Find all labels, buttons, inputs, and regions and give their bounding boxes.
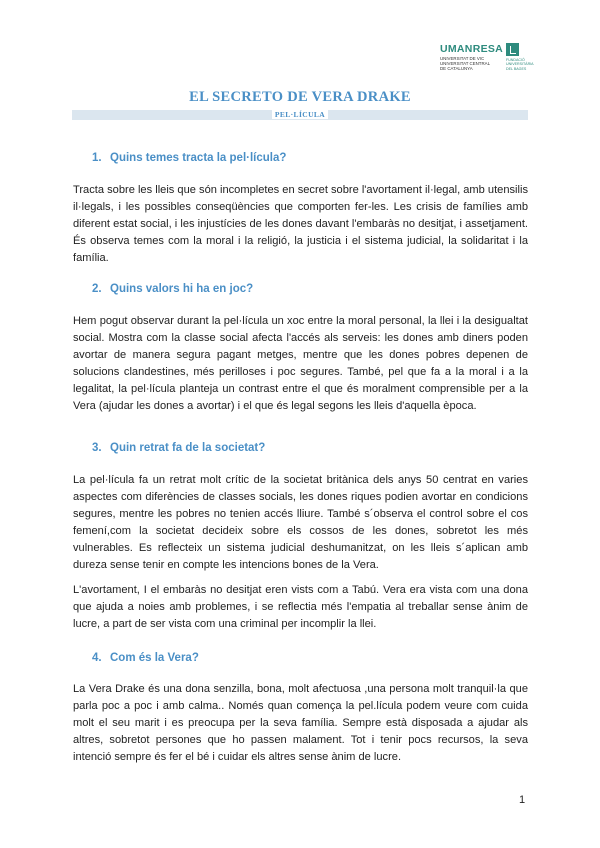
logo-wordmark: UMANRESA: [440, 43, 504, 55]
logo-side-line: DEL BAGES: [506, 66, 527, 71]
logo-subtitle-line: UNIVERSITAT DE VIC: [440, 56, 485, 61]
section-heading-4: [92, 652, 199, 664]
logo-side-text: [506, 58, 540, 71]
section-heading-2: [92, 283, 253, 295]
section-paragraph: La Vera Drake és una dona senzilla, bona, molt afectuosa ,una persona molt tranquil·la que parla poc a poc i amb calma.. Només quan comença la pel.lícula podem veure com cuida molt el seu marit i es preocupa per la seva família. Sempre està disposada a ajudar als altres, sobretot persones que ho passen malament. Tot i tenir pocs recursos, la seva intenció sempre és fer el bé i cuidar els altres sense ànim de lucre.: [73, 683, 528, 764]
subtitle-bar: [72, 110, 528, 120]
section-number: 3.: [92, 442, 102, 454]
logo-side-line: FUNDACIÓ: [506, 58, 525, 62]
logo-side-line: UNIVERSITÀRIA: [506, 62, 534, 67]
section-number: 2.: [92, 283, 102, 295]
logo-subtitle: [440, 56, 498, 71]
section-paragraph: L'avortament, I el embaràs no desitjat eren vists com a Tabú. Vera era vista com una dona que ajuda a noies amb problemes, i se reflectia més l'empatia al treballar sense ànim de lucre, a part de ser vista com una criminal per incomplir la llei.: [73, 584, 528, 631]
section-number: 1.: [92, 152, 102, 164]
section-paragraph: La pel·lícula fa un retrat molt crític de la societat britànica dels anys 50 centrat en varies aspectes com diferències de classes socials, les dones riques podien avortar en condicions segures, mentre les pobres no tenien accés lliure. També s´observa el control sobre el cos femení,com la societat decideix sobre els cossos de les dones, sobretot les més vulnerables. Es reflecteix un sistema judicial deshumanitzat, on les lleis s´aplican amb dureza sense tenir en compte les intencions bones de la Vera.: [73, 474, 528, 572]
logo-subtitle-line: DE CATALUNYA: [440, 66, 473, 71]
section-heading-text: Quins valors hi ha en joc?: [110, 283, 254, 295]
section-number: 4.: [92, 652, 102, 664]
section-paragraph: Hem pogut observar durant la pel·lícula un xoc entre la moral personal, la llei i la desigualtat social. Mostra com la classe social afecta l'accés als serveis: les dones amb diners poden avortar de manera segura pagant metges, mentre que les dones pobres depenen de solucions clandestines, més perilloses i poc segures. També, pel que fa a la moral i a la legalitat, la pel·lícula planteja un contrast entre el que és moralment comprensible per a la Vera (ajudar les dones a avortar) i el que és legal segons les lleis d'aquella època.: [73, 315, 528, 413]
section-heading-text: Quins temes tracta la pel·lícula?: [110, 152, 287, 164]
section-heading-3: [92, 442, 265, 454]
document-title: EL SECRETO DE VERA DRAKE: [189, 89, 411, 105]
logo-subtitle-line: UNIVERSITAT CENTRAL: [440, 61, 491, 66]
document-subtitle: [72, 110, 528, 120]
section-heading-1: [92, 152, 286, 164]
section-paragraph: Tracta sobre les lleis que són incompletes en secret sobre l'avortament il·legal, amb utensilis il·legals, i les possibles conseqüències que comporten fer-les. Les crisis de famílies amb diferent estat social, i les injustícies de les dones davant l'embaràs no desitjat, i assetjament. És observa temes com la moral i la religió, la justicia i el sistema judicial, la solidaritat i la família.: [73, 184, 528, 265]
page-number: 1: [519, 794, 526, 806]
university-logo: [440, 43, 540, 79]
document-subtitle-text: PEL·LÍCULA: [272, 110, 328, 119]
logo-badge-icon: [506, 43, 519, 56]
section-heading-text: Com és la Vera?: [110, 652, 199, 664]
section-heading-text: Quin retrat fa de la societat?: [110, 442, 266, 454]
